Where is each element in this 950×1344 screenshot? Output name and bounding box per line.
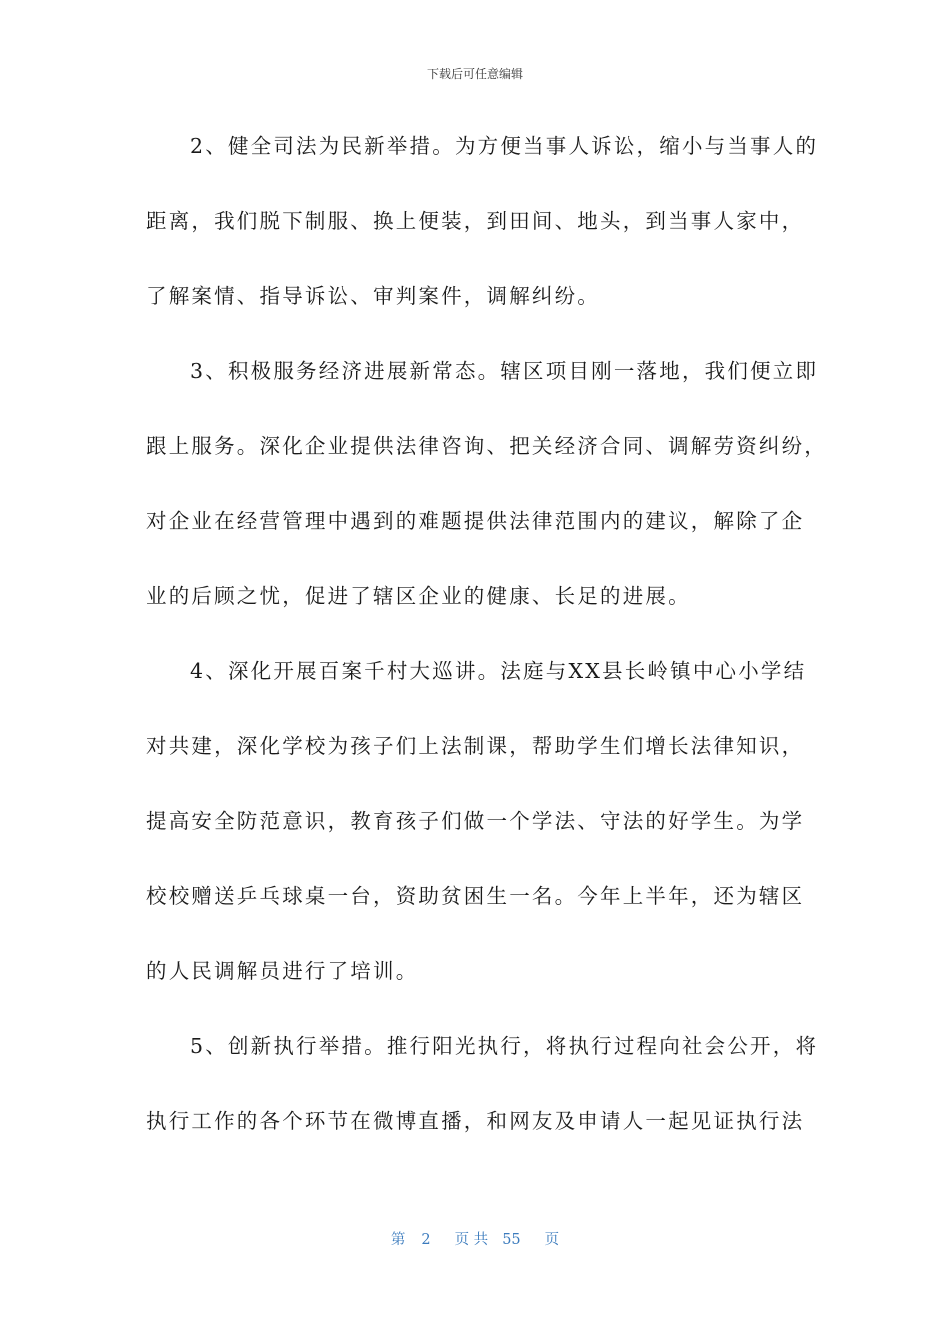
paragraph-line: 对共建，深化学校为孩子们上法制课，帮助学生们增长法律知识，	[146, 734, 805, 758]
paragraph-line: 距离，我们脱下制服、换上便装，到田间、地头，到当事人家中，	[146, 209, 805, 233]
page-number: 2	[421, 1232, 431, 1248]
page-footer	[0, 1230, 950, 1250]
paragraph-line: 对企业在经营管理中遇到的难题提供法律范围内的建议，解除了企	[146, 509, 805, 533]
page-header: 下载后可任意编辑	[426, 67, 523, 81]
footer-middle: 页 共	[454, 1232, 489, 1248]
paragraph-line: 的人民调解员进行了培训。	[146, 959, 419, 983]
footer-suffix: 页	[544, 1232, 560, 1248]
paragraph-line: 提高安全防范意识，教育孩子们做一个学法、守法的好学生。为学	[146, 809, 805, 833]
footer-prefix: 第	[390, 1232, 406, 1248]
paragraph-line: 4、深化开展百案千村大巡讲。法庭与XX县长岭镇中心小学结	[190, 659, 807, 683]
page-total: 55	[502, 1232, 521, 1248]
paragraph-line: 业的后顾之忧，促进了辖区企业的健康、长足的进展。	[146, 584, 691, 608]
paragraph-line: 跟上服务。深化企业提供法律咨询、把关经济合同、调解劳资纠纷，	[146, 434, 827, 458]
document-body	[146, 126, 827, 1176]
paragraph-line: 校校赠送乒乓球桌一台，资助贫困生一名。今年上半年，还为辖区	[146, 884, 805, 908]
paragraph-line: 2、健全司法为民新举措。为方便当事人诉讼，缩小与当事人的	[190, 134, 819, 158]
paragraph-line: 了解案情、指导诉讼、审判案件，调解纠纷。	[146, 284, 600, 308]
paragraph-line: 执行工作的各个环节在微博直播，和网友及申请人一起见证执行法	[146, 1109, 805, 1133]
paragraph-line: 5、创新执行举措。推行阳光执行，将执行过程向社会公开，将	[190, 1034, 819, 1058]
paragraph-line: 3、积极服务经济进展新常态。辖区项目刚一落地，我们便立即	[190, 359, 819, 383]
